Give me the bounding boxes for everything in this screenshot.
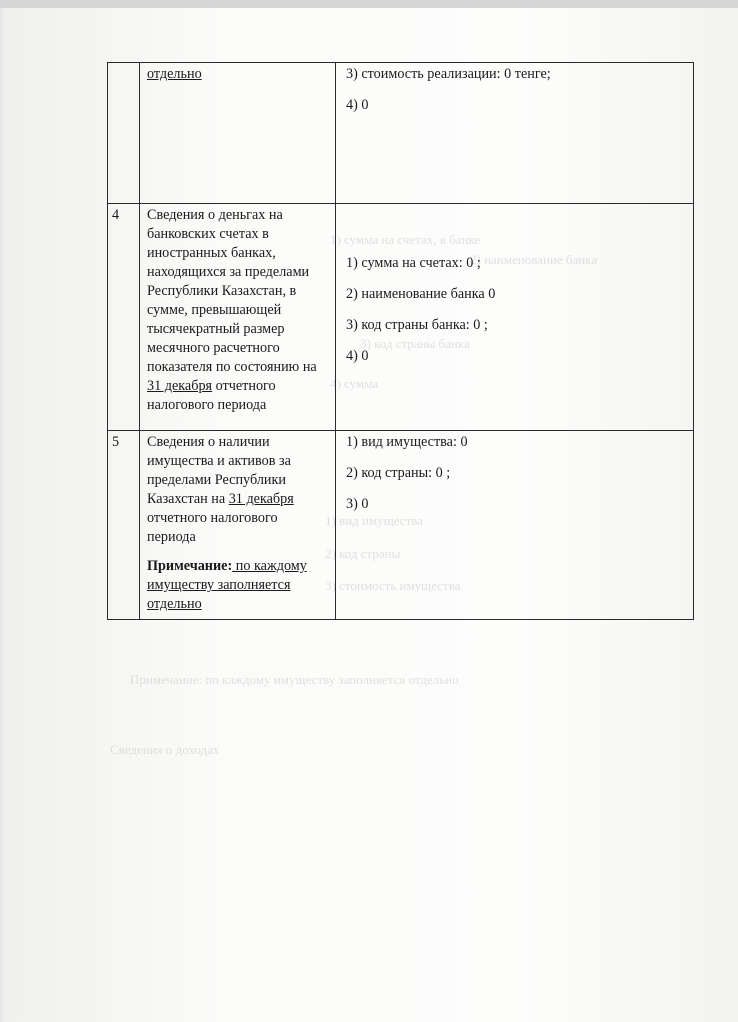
ghost-text: 3) код страны банка bbox=[360, 336, 470, 351]
value-line: 1) вид имущества: 0 bbox=[346, 434, 468, 450]
row-name-text: Сведения о деньгах на банковских счетах в иностранных банках, находящихся за пределами Республики Казахстан, в сумме, превышающей тысячекратный размер месячного расчетного показателя по состоянию на bbox=[147, 207, 317, 375]
ghost-text: 4) сумма bbox=[330, 376, 379, 391]
row-name bbox=[140, 431, 336, 620]
ghost-text: 3) стоимость имущества bbox=[325, 578, 461, 593]
row-values bbox=[336, 63, 694, 204]
row-number: 5 bbox=[108, 431, 140, 620]
table-row bbox=[108, 204, 694, 431]
row-name-text: Сведения о наличии имущества и активов за пределами Республики Казахстан на bbox=[147, 434, 291, 507]
table-row bbox=[108, 431, 694, 620]
value-line: 1) сумма на счетах: 0 ; bbox=[346, 255, 481, 271]
row-values bbox=[336, 204, 694, 431]
scan-top-edge bbox=[0, 0, 738, 8]
value-line: 4) 0 bbox=[346, 97, 369, 113]
table-row bbox=[108, 63, 694, 204]
value-line: 2) наименование банка 0 bbox=[346, 286, 496, 302]
ghost-text: 1) вид имущества bbox=[325, 513, 424, 528]
row-values bbox=[336, 431, 694, 620]
row-name bbox=[140, 204, 336, 431]
row-number: 4 bbox=[108, 204, 140, 431]
note-label: Примечание: bbox=[147, 558, 233, 574]
value-line: 2) код страны: 0 ; bbox=[346, 465, 451, 481]
row-name-tail: отдельно bbox=[147, 66, 202, 82]
ghost-text: 1) сумма на счетах, в банке bbox=[330, 232, 481, 247]
row-name-date: 31 декабря bbox=[228, 491, 294, 507]
row-number bbox=[108, 63, 140, 204]
note-text: по каждому имуществу заполняется отдельно bbox=[147, 558, 307, 612]
row-name-text: отчетного налогового периода bbox=[147, 378, 276, 413]
row-name bbox=[140, 63, 336, 204]
ghost-text: 2) код страны bbox=[325, 546, 401, 561]
row-name-date: 31 декабря bbox=[147, 378, 213, 394]
declaration-table bbox=[107, 62, 694, 620]
row-name-text: отчетного налогового периода bbox=[147, 510, 278, 545]
value-line: 3) 0 bbox=[346, 496, 369, 512]
ghost-text: Примечание: по каждому имуществу заполняется отдельно bbox=[130, 672, 459, 687]
value-line: 4) 0 bbox=[346, 348, 369, 364]
value-line: 3) код страны банка: 0 ; bbox=[346, 317, 488, 333]
value-line: 3) стоимость реализации: 0 тенге; bbox=[346, 66, 551, 82]
row-note bbox=[147, 557, 329, 614]
ghost-text: Сведения о доходах bbox=[110, 742, 220, 757]
ghost-text: 2) наименование банка bbox=[470, 252, 598, 267]
row-name-block bbox=[147, 433, 329, 547]
